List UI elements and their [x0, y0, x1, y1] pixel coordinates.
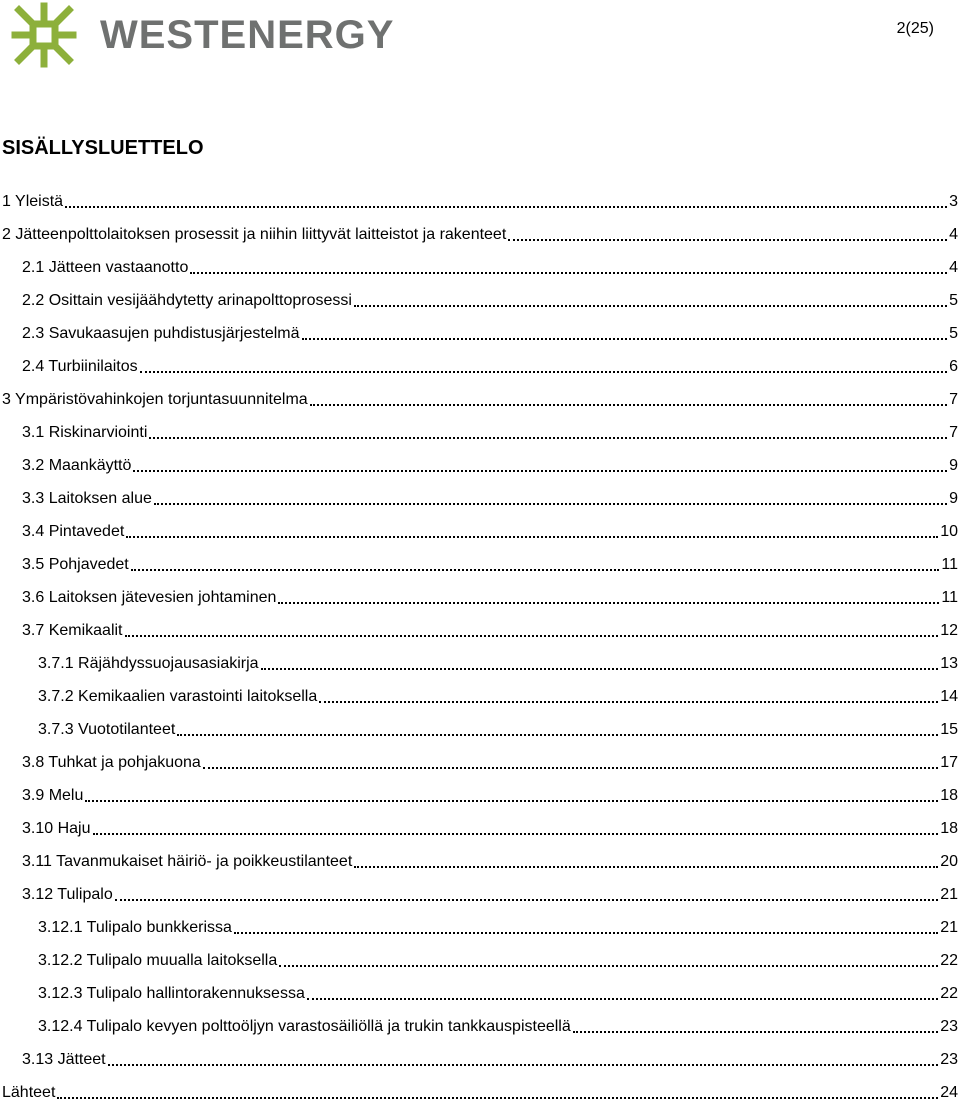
- toc-entry-page: 4: [949, 225, 958, 243]
- toc-entry-title: 3.8 Tuhkat ja pohjakuona: [22, 753, 201, 771]
- toc-dot-leader: [57, 1097, 938, 1099]
- toc-entry[interactable]: [0, 680, 960, 713]
- toc-entry-page: 21: [940, 885, 958, 903]
- toc-entry[interactable]: [0, 482, 960, 515]
- toc-entry-page: 9: [949, 489, 958, 507]
- toc-dot-leader: [108, 1064, 939, 1066]
- toc-entry-page: 3: [949, 192, 958, 210]
- toc-dot-leader: [149, 437, 947, 439]
- toc-entry-title: 3.3 Laitoksen alue: [22, 489, 152, 507]
- toc-entry-title: 3.12.1 Tulipalo bunkkerissa: [38, 918, 232, 936]
- toc-dot-leader: [354, 866, 938, 868]
- toc-title: SISÄLLYSLUETTELO: [2, 137, 204, 159]
- toc-entry-page: 7: [949, 423, 958, 441]
- toc-dot-leader: [133, 470, 947, 472]
- toc-entry[interactable]: [0, 218, 960, 251]
- toc-entry-page: 6: [949, 357, 958, 375]
- toc-entry[interactable]: [0, 515, 960, 548]
- toc-entry[interactable]: [0, 350, 960, 383]
- toc-entry-page: 5: [949, 291, 958, 309]
- toc-entry-page: 18: [940, 786, 958, 804]
- toc-entry-title: 3.7.2 Kemikaalien varastointi laitoksella: [38, 687, 318, 705]
- toc-entry[interactable]: [0, 614, 960, 647]
- toc-entry-title: 3.12.2 Tulipalo muualla laitoksella: [38, 951, 278, 969]
- toc-entry-title: 3.7.3 Vuototilanteet: [38, 720, 176, 738]
- toc-entry-title: 3.9 Melu: [22, 786, 84, 804]
- toc-entry[interactable]: [0, 746, 960, 779]
- toc-entry-title: 2.2 Osittain vesijäähdytetty arinapolttoprosessi: [22, 291, 352, 309]
- toc-entry-page: 17: [940, 753, 958, 771]
- toc-entry-page: 22: [940, 984, 958, 1002]
- toc-entry[interactable]: [0, 284, 960, 317]
- toc-entry-title: 3.1 Riskinarviointi: [22, 423, 148, 441]
- toc-dot-leader: [65, 206, 947, 208]
- toc-entry-page: 11: [941, 555, 958, 573]
- toc-entry-page: 22: [940, 951, 958, 969]
- toc-entry-page: 15: [940, 720, 958, 738]
- toc-entry[interactable]: [0, 185, 960, 218]
- toc-entry[interactable]: [0, 1076, 960, 1109]
- toc-entry-title: 3.7.1 Räjähdyssuojausasiakirja: [38, 654, 259, 672]
- toc-entry[interactable]: [0, 383, 960, 416]
- toc-entry-title: 2.1 Jätteen vastaanotto: [22, 258, 189, 276]
- toc-dot-leader: [203, 767, 938, 769]
- toc-entry[interactable]: [0, 1010, 960, 1043]
- toc-entry-page: 23: [940, 1017, 958, 1035]
- toc-entry[interactable]: [0, 812, 960, 845]
- toc-dot-leader: [177, 734, 938, 736]
- toc-entry-title: 3.4 Pintavedet: [22, 522, 125, 540]
- toc-entry-title: 3.10 Haju: [22, 819, 91, 837]
- toc-entry[interactable]: [0, 845, 960, 878]
- brand-name: WESTENERGY: [100, 13, 395, 57]
- toc-dot-leader: [131, 569, 940, 571]
- toc-entry-page: 13: [940, 654, 958, 672]
- toc-dot-leader: [140, 371, 947, 373]
- toc-dot-leader: [508, 239, 947, 241]
- westenergy-logo-icon: [9, 2, 79, 68]
- toc-entry[interactable]: [0, 581, 960, 614]
- toc-entry-page: 14: [940, 687, 958, 705]
- toc-entry[interactable]: [0, 1043, 960, 1076]
- toc-entry-title: 2.4 Turbiinilaitos: [22, 357, 138, 375]
- toc-dot-leader: [354, 305, 947, 307]
- toc-entry[interactable]: [0, 317, 960, 350]
- toc-entry[interactable]: [0, 416, 960, 449]
- toc-entry-page: 7: [949, 390, 958, 408]
- toc-dot-leader: [278, 602, 939, 604]
- toc-dot-leader: [310, 404, 947, 406]
- toc-entry-page: 11: [941, 588, 958, 606]
- toc-entry-page: 10: [940, 522, 958, 540]
- toc-dot-leader: [93, 833, 939, 835]
- toc-entry[interactable]: [0, 713, 960, 746]
- toc-entry-title: 3.12.4 Tulipalo kevyen polttoöljyn varastosäiliöllä ja trukin tankkauspisteellä: [38, 1017, 571, 1035]
- toc-dot-leader: [279, 965, 938, 967]
- toc-entry[interactable]: [0, 779, 960, 812]
- toc-entry-title: 3.6 Laitoksen jätevesien johtaminen: [22, 588, 277, 606]
- toc-entry[interactable]: [0, 878, 960, 911]
- toc-dot-leader: [85, 800, 938, 802]
- toc-entry[interactable]: [0, 911, 960, 944]
- toc-entry[interactable]: [0, 251, 960, 284]
- toc-dot-leader: [307, 998, 938, 1000]
- page-header: [0, 0, 960, 80]
- toc-entry[interactable]: [0, 449, 960, 482]
- toc-dot-leader: [126, 536, 938, 538]
- toc-entry-page: 21: [940, 918, 958, 936]
- toc-entry-page: 12: [940, 621, 958, 639]
- toc-entry-title: 2 Jätteenpolttolaitoksen prosessit ja niihin liittyvät laitteistot ja rakenteet: [2, 225, 507, 243]
- toc-entry-page: 9: [949, 456, 958, 474]
- toc-entry-page: 24: [940, 1083, 958, 1101]
- toc-entry-title: 3.7 Kemikaalit: [22, 621, 123, 639]
- toc-entry-page: 4: [949, 258, 958, 276]
- table-of-contents: [0, 185, 960, 1109]
- page-number: 2(25): [896, 20, 934, 37]
- toc-dot-leader: [115, 899, 938, 901]
- toc-entry-title: 3.12.3 Tulipalo hallintorakennuksessa: [38, 984, 305, 1002]
- toc-dot-leader: [234, 932, 938, 934]
- toc-entry-title: 2.3 Savukaasujen puhdistusjärjestelmä: [22, 324, 300, 342]
- toc-dot-leader: [319, 701, 938, 703]
- toc-entry-title: 3.13 Jätteet: [22, 1050, 106, 1068]
- toc-dot-leader: [302, 338, 948, 340]
- toc-entry[interactable]: [0, 548, 960, 581]
- toc-entry-page: 18: [940, 819, 958, 837]
- toc-entry-page: 23: [940, 1050, 958, 1068]
- toc-entry-title: 1 Yleistä: [2, 192, 64, 210]
- toc-entry-page: 20: [940, 852, 958, 870]
- toc-dot-leader: [125, 635, 939, 637]
- toc-entry-title: 3 Ympäristövahinkojen torjuntasuunnitelma: [2, 390, 308, 408]
- toc-entry-page: 5: [949, 324, 958, 342]
- toc-entry-title: 3.5 Pohjavedet: [22, 555, 129, 573]
- toc-entry-title: 3.2 Maankäyttö: [22, 456, 132, 474]
- toc-entry[interactable]: [0, 647, 960, 680]
- toc-dot-leader: [190, 272, 947, 274]
- toc-dot-leader: [573, 1031, 938, 1033]
- toc-entry[interactable]: [0, 944, 960, 977]
- toc-entry-title: 3.11 Tavanmukaiset häiriö- ja poikkeustilanteet: [22, 852, 353, 870]
- toc-entry-title: 3.12 Tulipalo: [22, 885, 113, 903]
- toc-entry[interactable]: [0, 977, 960, 1010]
- toc-dot-leader: [154, 503, 947, 505]
- toc-entry-title: Lähteet: [2, 1083, 56, 1101]
- toc-dot-leader: [261, 668, 939, 670]
